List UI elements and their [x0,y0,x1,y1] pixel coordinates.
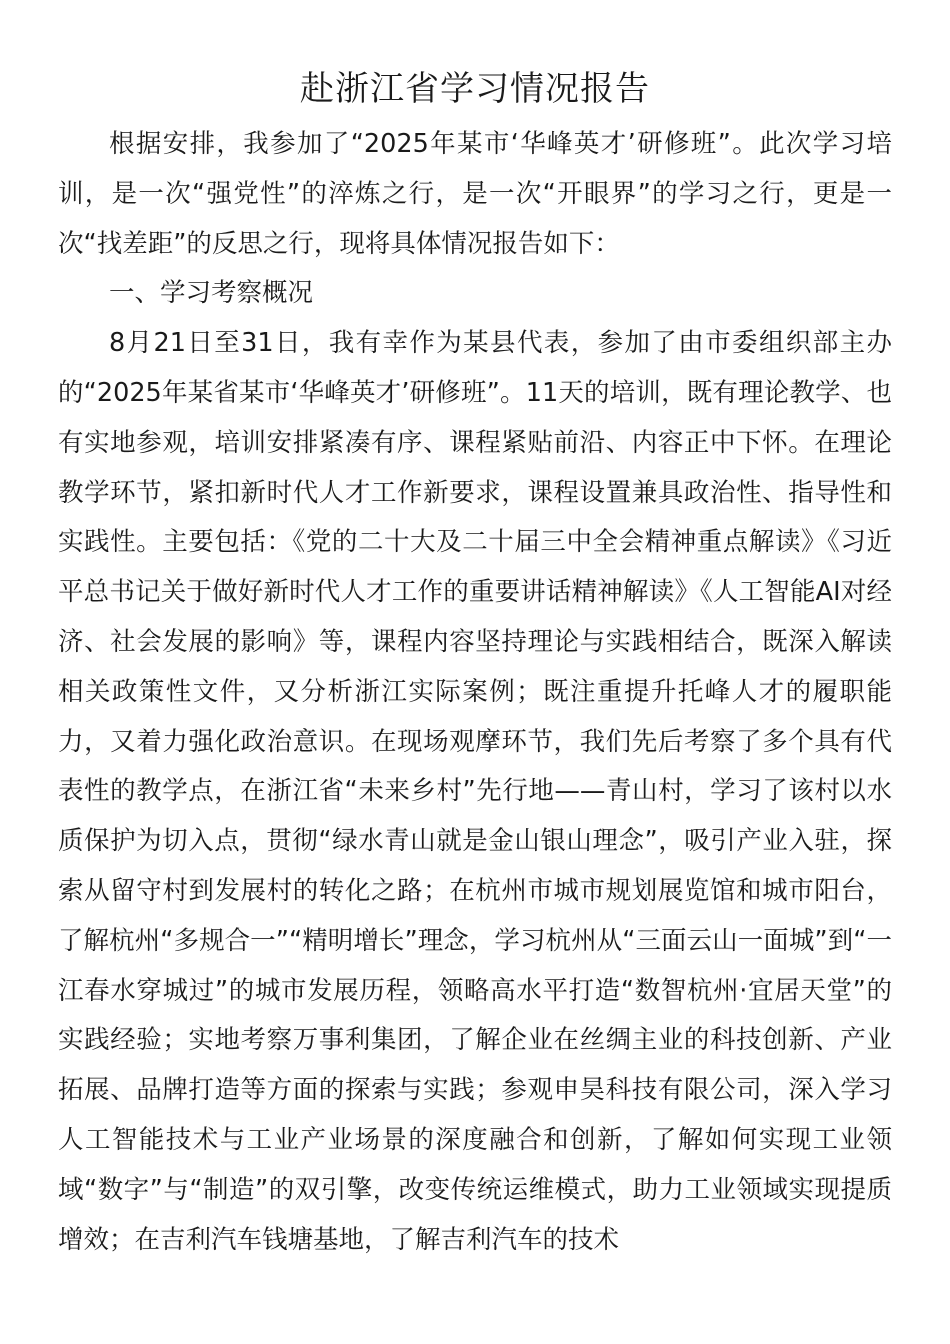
overview-paragraph: 8月21日至31日，我有幸作为某县代表，参加了由市委组织部主办的“2025年某省某市‘华峰英才’研修班”。11天的培训，既有理论教学、也有实地参观，培训安排紧凑有序、课程紧贴前沿、内容正中下怀。在理论教学环节，紧扣新时代人才工作新要求，课程设置兼具政治性、指导性和实践性。主要包括：《党的二十大及二十届三中全会精神重点解读》《习近平总书记关于做好新时代人才工作的重要讲话精神解读》《人工智能AI对经济、社会发展的影响》等，课程内容坚持理论与实践相结合，既深入解读相关政策性文件，又分析浙江实际案例；既注重提升托峰人才的履职能力，又着力强化政治意识。在现场观摩环节，我们先后考察了多个具有代表性的教学点，在浙江省“未来乡村”先行地——青山村，学习了该村以水质保护为切入点，贯彻“绿水青山就是金山银山理念”，吸引产业入驻，探索从留守村到发展村的转化之路；在杭州市城市规划展览馆和城市阳台，了解杭州“多规合一”“精明增长”理念，学习杭州从“三面云山一面城”到“一江春水穿城过”的城市发展历程，领略高水平打造“数智杭州·宜居天堂”的实践经验；实地考察万事利集团，了解企业在丝绸主业的科技创新、产业拓展、品牌打造等方面的探索与实践；参观申昊科技有限公司，深入学习人工智能技术与工业产业场景的深度融合和创新，了解如何实现工业领域“数字”与“制造”的双引擎，改变传统运维模式，助力工业领域实现提质增效；在吉利汽车钱塘基地，了解吉利汽车的技术 [58,328,892,1255]
section-heading-overview: 一、学习考察概况 [109,278,314,309]
document-title: 赴浙江省学习情况报告 [300,69,650,109]
intro-paragraph: 根据安排，我参加了“2025年某市‘华峰英才’研修班”。此次学习培训，是一次“强党性”的淬炼之行，是一次“开眼界”的学习之行，更是一次“找差距”的反思之行，现将具体情况报告如下： [58,129,892,259]
